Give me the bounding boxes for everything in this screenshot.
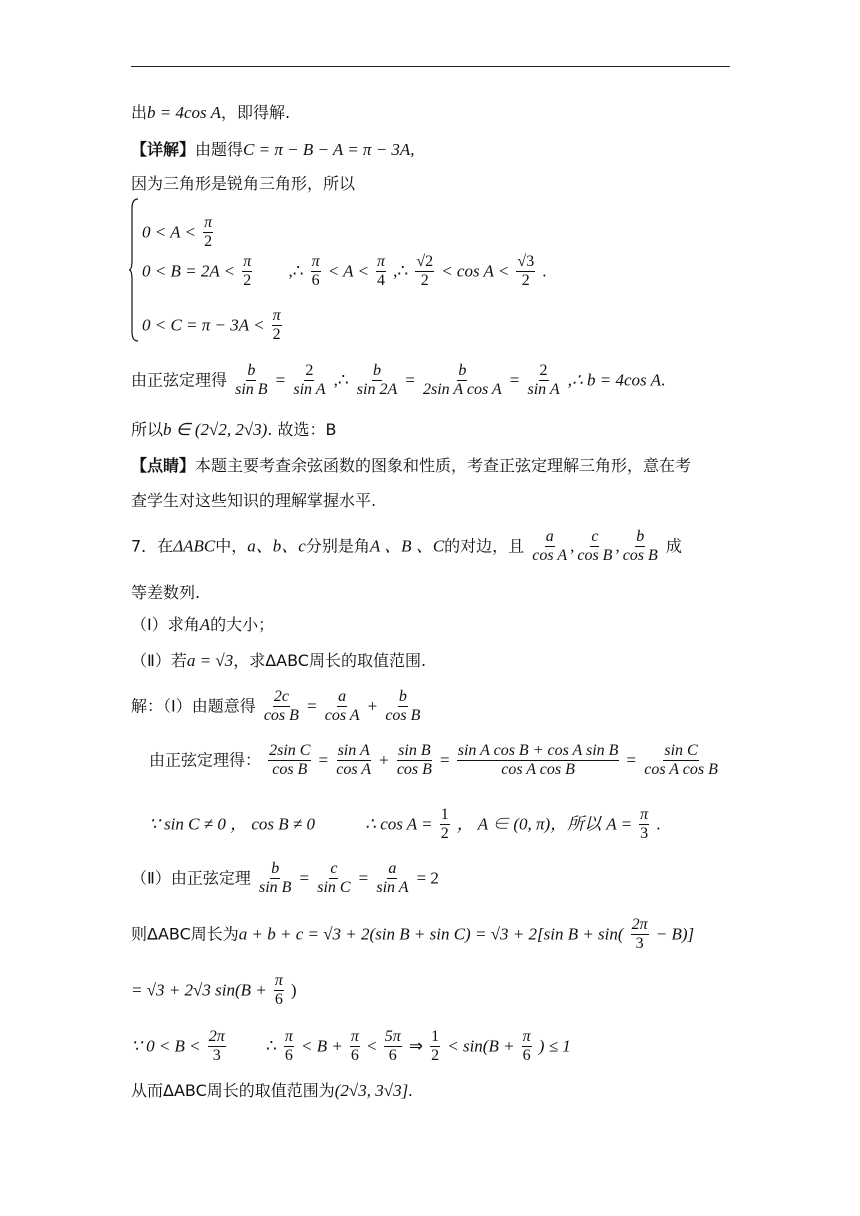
detail-tag: 【详解】 xyxy=(131,140,196,159)
final-range-line: 从而ΔABC周长的取值范围为(2√3, 3√3]. xyxy=(131,1081,413,1100)
comment-line-1: 【点睛】本题主要考查余弦函数的图象和性质，考查正弦定理解三角形，意在考 xyxy=(131,456,692,475)
perimeter-line-2: = √3 + 2√3 sin(B + $\frac{\pi}{6}$ ) xyxy=(131,972,297,1009)
text-line-3: 因为三角形是锐角三角形，所以 xyxy=(131,174,356,193)
question-7-line-2: 等差数列. xyxy=(131,583,201,602)
question-7-part-2: （Ⅱ）若a = √3，求ΔABC周长的取值范围. xyxy=(131,651,427,670)
question-7-part-1: （Ⅰ）求角A的大小； xyxy=(131,615,275,634)
solution-1-line: 解：（Ⅰ）由题意得 $\frac{2c}{\text{cos B}}$ = $\frac{a}{\text{cos A}}$ + $\frac{b}{\text{cos B}}$ xyxy=(131,688,421,725)
range-line: 所以b ∈ (2√2, 2√3). 故选：B xyxy=(131,420,337,439)
system-row-1: 0 < A < $\frac{\pi}{2}$ xyxy=(142,214,213,251)
text-line-1: 出b = 4cos A，即得解. xyxy=(131,103,291,122)
detail-line: 【详解】由题得C = π − B − A = π − 3A, xyxy=(131,140,415,159)
header-rule xyxy=(131,66,730,67)
inequality-line: ∵ 0 < B < $\frac{2\pi}{3}$ ∴ $\frac{\pi}{6}$ < B + $\frac{\pi}{6}$ < $\frac{5\pi}{6}$ ⇒ $\frac{1}{2}$ < sin(B + $\frac{\pi}{6}$ ) ≤ 1 xyxy=(131,1028,571,1065)
solution-cosA-line: ∵ sin C ≠ 0 ， cos B ≠ 0 ∴ cos A = $\frac{1}{2}$ ， A ∈ (0, π)，所以 A = $\frac{\pi}{3}$ . xyxy=(149,806,661,843)
left-brace-icon xyxy=(129,198,139,342)
question-7-line-1: 7．在ΔABC中，a、b、c分别是角A 、B 、C的对边，且 $\frac{a}{\text{cos A}}$ , $\frac{c}{\text{cos B}}$ , $\frac{b}{\text{cos B}}$ 成 xyxy=(131,528,682,565)
perimeter-line-1: 则ΔABC周长为a + b + c = √3 + 2(sin B + sin C) = √3 + 2[sin B + sin( $\frac{2\pi}{3}$ − B)] xyxy=(131,916,695,953)
comment-line-2: 查学生对这些知识的理解掌握水平. xyxy=(131,491,377,510)
system-row-3: 0 < C = π − 3A < $\frac{\pi}{2}$ xyxy=(142,307,281,344)
solution-sine-law-line: 由正弦定理得： $\frac{\text{2sin C}}{\text{cos B}}$ = $\frac{\text{sin A}}{\text{cos A}}$ + $\frac{\text{sin B}}{\text{cos B}}$ = $\frac{\text{sin A cos B + cos A sin B}}{\text{cos A cos B}}$ = $\frac{\text{sin C}}{\text{cos A cos B}}$ xyxy=(149,742,718,779)
system-row-2: 0 < B = 2A < $\frac{\pi}{2}$ ,∴ $\frac{\pi}{6}$ < A < $\frac{\pi}{4}$ ,∴ $\frac{√2}{2}$ < cos A < $\frac{√3}{2}$ . xyxy=(142,253,547,290)
sine-law-line: 由正弦定理得 $\frac{b}{\text{sin B}}$ = $\frac{2}{\text{sin A}}$ ,∴ $\frac{b}{\sin 2A}$ = $\frac{b}{\text{2sin A cos A}}$ = $\frac{2}{\text{sin A}}$ ,∴ b = 4cos A. xyxy=(131,362,666,399)
comment-tag: 【点睛】 xyxy=(131,456,196,475)
solution-2-line: （Ⅱ）由正弦定理 $\frac{b}{\text{sin B}}$ = $\frac{c}{\text{sin C}}$ = $\frac{a}{\text{sin A}}$ = 2 xyxy=(131,860,439,897)
